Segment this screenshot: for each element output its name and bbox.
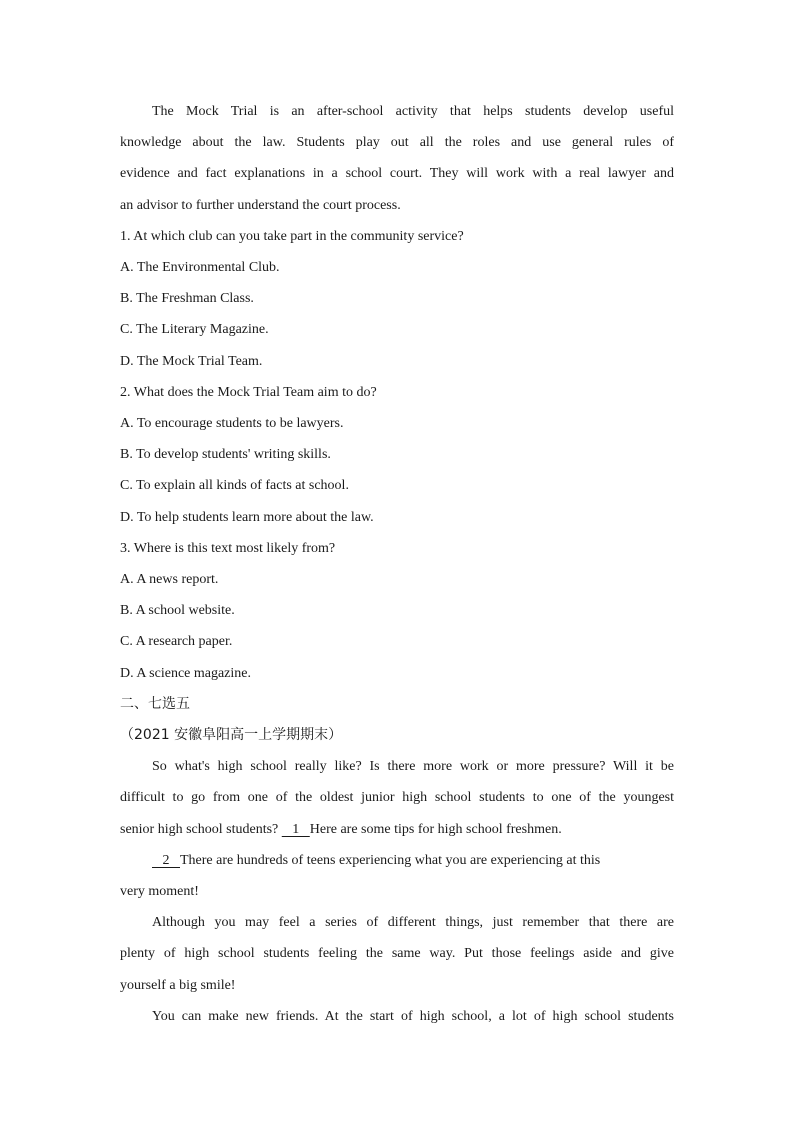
passage-line: difficult to go from one of the oldest junior high school students to one of the youngest xyxy=(120,790,674,806)
answer-option: C. To explain all kinds of facts at school. xyxy=(120,478,349,494)
passage-line: Although you may feel a series of different things, just remember that there are xyxy=(152,915,674,931)
document-page xyxy=(120,96,674,1032)
answer-option: A. The Environmental Club. xyxy=(120,259,280,275)
passage-line: an advisor to further understand the court process. xyxy=(120,197,401,213)
answer-option: D. A science magazine. xyxy=(120,665,252,681)
passage-line xyxy=(120,845,674,876)
passage-line: plenty of high school students feeling the same way. Put those feelings aside and give xyxy=(120,946,674,962)
answer-option: B. The Freshman Class. xyxy=(120,291,254,307)
question-stem: 3. Where is this text most likely from? xyxy=(120,540,336,556)
question-stem: 2. What does the Mock Trial Team aim to do? xyxy=(120,384,377,400)
passage-line: very moment! xyxy=(120,884,199,899)
passage-line: So what's high school really like? Is there more work or more pressure? Will it be xyxy=(152,759,674,775)
answer-option: D. To help students learn more about the law. xyxy=(120,509,374,525)
answer-option: A. To encourage students to be lawyers. xyxy=(120,415,344,431)
passage-line: You can make new friends. At the start of high school, a lot of high school students xyxy=(152,1008,674,1024)
answer-option: B. To develop students' writing skills. xyxy=(120,447,331,463)
passage-line: knowledge about the law. Students play out all the roles and use general rules of xyxy=(120,135,674,151)
section-source: （2021 安徽阜阳高一上学期期末） xyxy=(120,727,343,744)
question-stem: 1. At which club can you take part in the community service? xyxy=(120,228,464,244)
passage-line: evidence and fact explanations in a school court. They will work with a real lawyer and xyxy=(120,166,674,182)
passage-text: There are hundreds of teens experiencing what you are experiencing at this xyxy=(180,852,601,868)
passage-line xyxy=(120,814,674,845)
passage-text: Here are some tips for high school freshmen. xyxy=(309,821,562,837)
answer-blank-1[interactable]: 1 xyxy=(281,821,310,837)
section-heading: 二、七选五 xyxy=(120,695,190,712)
answer-option: D. The Mock Trial Team. xyxy=(120,353,263,369)
answer-option: B. A school website. xyxy=(120,603,235,619)
passage-line: The Mock Trial is an after-school activity that helps students develop useful xyxy=(152,104,674,119)
answer-option: A. A news report. xyxy=(120,572,219,587)
answer-option: C. The Literary Magazine. xyxy=(120,322,269,338)
passage-line: yourself a big smile! xyxy=(120,977,236,993)
answer-blank-2[interactable]: 2 xyxy=(152,852,180,868)
passage-text: senior high school students? xyxy=(120,821,279,837)
answer-option: C. A research paper. xyxy=(120,634,233,650)
